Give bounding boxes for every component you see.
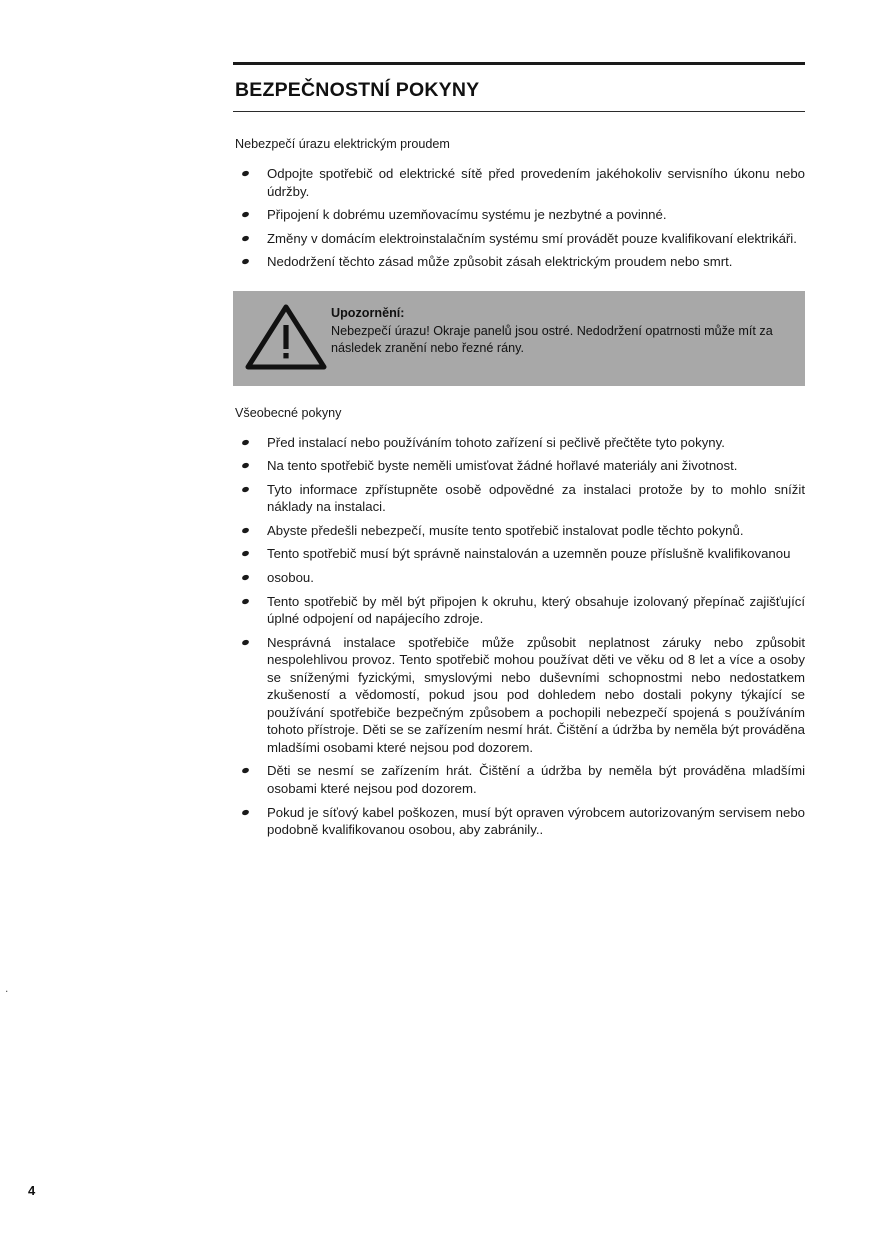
bullet-icon — [241, 767, 249, 774]
page-content — [233, 62, 805, 845]
list-item — [233, 253, 805, 271]
bullet-icon — [241, 258, 249, 265]
list-item-text: Změny v domácím elektroinstalačním systému smí provádět pouze kvalifikovaní elektrikáři. — [267, 230, 797, 246]
list-item — [233, 804, 805, 839]
warning-callout — [233, 291, 805, 386]
title-top-rule — [233, 62, 805, 65]
list-item-text: Tyto informace zpřístupněte osobě odpovědné za instalaci protože by to mohlo snížit náklady na instalaci. — [267, 481, 805, 515]
bullet-icon — [241, 486, 249, 493]
list-item-text: Tento spotřebič by měl být připojen k okruhu, který obsahuje izolovaný přepínač zajišťující úplné odpojení od napájecího zdroje. — [267, 593, 805, 627]
warning-triangle-icon — [233, 291, 329, 386]
title-bottom-rule — [233, 111, 805, 112]
list-item-text: Připojení k dobrému uzemňovacímu systému je nezbytné a povinné. — [267, 207, 667, 223]
list-item — [233, 762, 805, 797]
page-number: 4 — [28, 1183, 36, 1198]
list-item — [233, 165, 805, 200]
section-general-lead: Všeobecné pokyny — [235, 405, 342, 420]
bullet-icon — [241, 598, 249, 605]
list-item-text: Před instalací nebo používáním tohoto zařízení si pečlivě přečtěte tyto pokyny. — [267, 434, 725, 450]
warning-text-block — [329, 291, 805, 369]
bullet-icon — [241, 439, 249, 446]
stray-mark: . — [5, 981, 9, 995]
list-item — [233, 230, 805, 248]
list-item — [233, 434, 805, 452]
list-item-text: Pokud je síťový kabel poškozen, musí být opraven výrobcem autorizovaným servisem nebo podobně kvalifikovanou osobou, aby zabránily.. — [267, 804, 805, 838]
section-electric-list — [233, 165, 805, 271]
list-item — [233, 481, 805, 516]
bullet-icon — [241, 574, 249, 581]
list-item — [233, 457, 805, 475]
bullet-icon — [241, 235, 249, 242]
list-item — [233, 522, 805, 540]
list-item — [233, 545, 805, 563]
list-item-text: Odpojte spotřebič od elektrické sítě před provedením jakéhokoliv servisního úkonu nebo údržby. — [267, 166, 805, 199]
list-item-text: Nedodržení těchto zásad může způsobit zásah elektrickým proudem nebo smrt. — [267, 254, 733, 270]
list-item — [233, 206, 805, 224]
list-item-text: Nesprávná instalace spotřebiče může způsobit neplatnost záruky nebo způsobit nespolehlivou provoz. Tento spotřebič mohou používat děti ve věku od 8 let a více a osoby se sníženými fyzickými, smyslovými nebo duševními schopnostmi nebo nedostatkem zkušeností a vědomostí, pokud jsou pod dohledem nebo dostali pokyny týkající se používání spotřebiče bezpečným způsobem a pochopili nebezpečí spojená s používáním tohoto přístroje. Děti se se zařízením nesmí hrát. Čištění a údržba by neměla být prováděna mladšími osobami které nejsou pod dozorem. — [267, 634, 805, 755]
section-general-list — [233, 434, 805, 839]
bullet-icon — [241, 170, 249, 177]
bullet-icon — [241, 527, 249, 534]
bullet-icon — [241, 550, 249, 557]
list-item — [233, 593, 805, 628]
page-title: BEZPEČNOSTNÍ POKYNY — [235, 79, 480, 101]
list-item-text: Abyste předešli nebezpečí, musíte tento spotřebič instalovat podle těchto pokynů. — [267, 522, 744, 538]
list-item-text: Na tento spotřebič byste neměli umisťovat žádné hořlavé materiály ani životnost. — [267, 458, 738, 474]
bullet-icon — [241, 809, 249, 816]
bullet-icon — [241, 462, 249, 469]
list-item — [233, 569, 805, 587]
list-item-text: Tento spotřebič musí být správně nainstalován a uzemněn pouze příslušně kvalifikovanou — [267, 546, 791, 562]
list-item — [233, 634, 805, 757]
bullet-icon — [241, 211, 249, 218]
section-electric-lead: Nebezpečí úrazu elektrickým proudem — [235, 137, 450, 151]
list-item-text: osobou. — [267, 570, 314, 586]
bullet-icon — [241, 639, 249, 646]
warning-title: Upozornění: — [331, 305, 405, 320]
warning-body: Nebezpečí úrazu! Okraje panelů jsou ostré. Nedodržení opatrnosti může mít za následek zranění nebo řezné rány. — [331, 323, 773, 355]
list-item-text: Děti se nesmí se zařízením hrát. Čištění a údržba by neměla být prováděna mladšími osobami které nejsou pod dozorem. — [267, 763, 805, 797]
